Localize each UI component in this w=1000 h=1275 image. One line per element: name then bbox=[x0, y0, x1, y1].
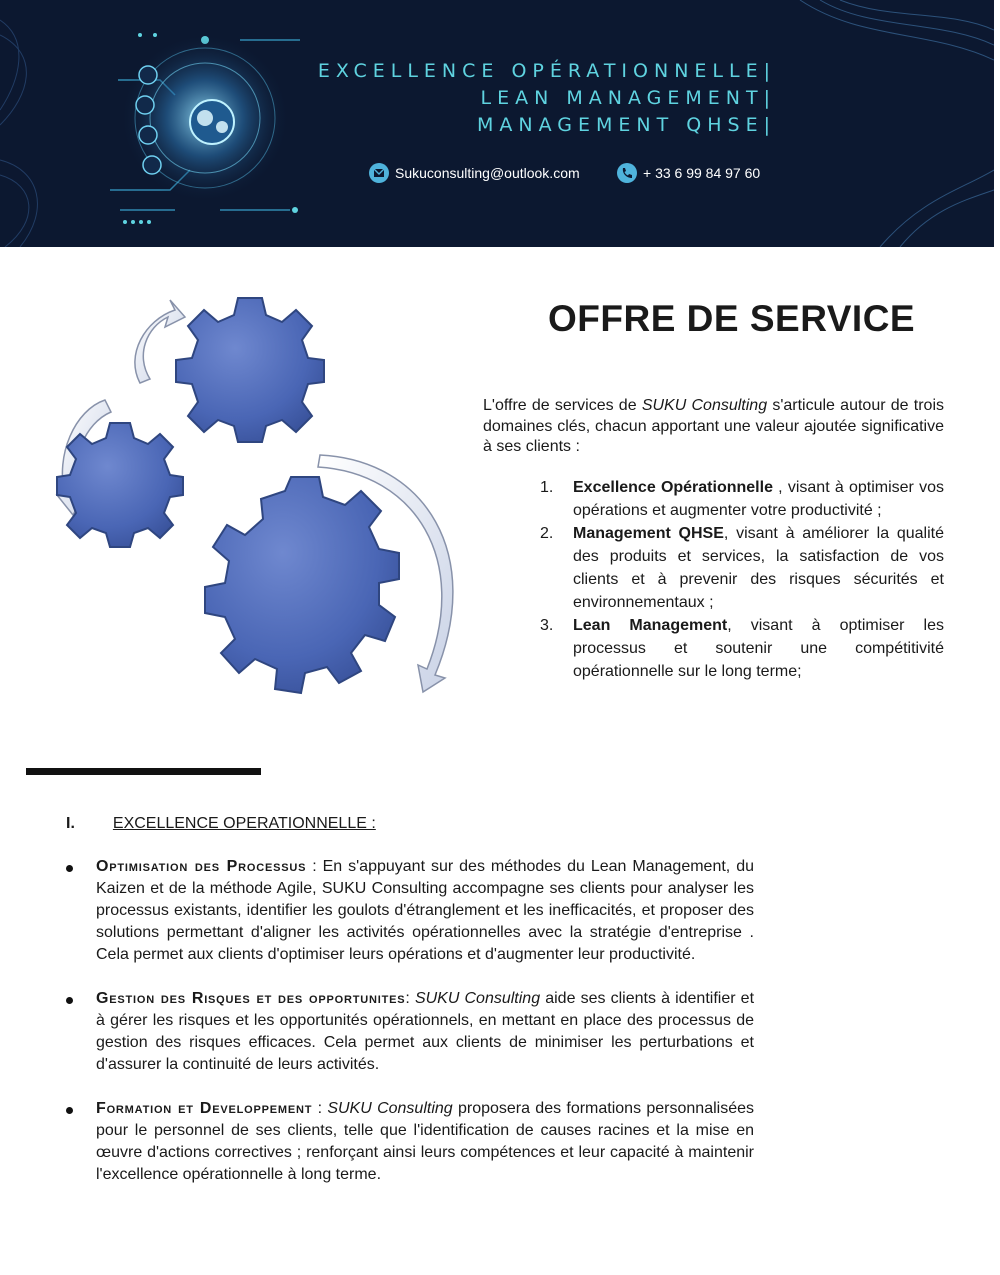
tagline-excellence: EXCELLENCE OPÉRATIONNELLE| bbox=[317, 60, 776, 82]
phone-icon bbox=[617, 163, 637, 183]
offer-item-2 bbox=[540, 522, 944, 614]
bullet-item-2 bbox=[60, 988, 754, 1076]
gear-left bbox=[57, 423, 183, 547]
bullet-sep: : bbox=[312, 1100, 328, 1117]
bullet-dot bbox=[66, 1107, 73, 1114]
phone-text: + 33 6 99 84 97 60 bbox=[643, 165, 761, 181]
page-title: OFFRE DE SERVICE bbox=[548, 298, 916, 339]
bullet-dot bbox=[66, 997, 73, 1004]
tagline-qhse: MANAGEMENT QHSE| bbox=[477, 114, 776, 136]
offer-item-3 bbox=[540, 614, 944, 683]
offer-text: , visant à optimiser les processus et soutenir une compétitivité opérationnelle sur le long terme; bbox=[573, 617, 944, 680]
bullet-item-1 bbox=[60, 856, 754, 966]
banner-edge bbox=[994, 0, 1000, 247]
bullet-heading: Formation et Developpement bbox=[96, 1100, 313, 1117]
intro-paragraph bbox=[483, 396, 944, 458]
offer-name: Lean Management bbox=[573, 617, 728, 634]
bullet-sep: : bbox=[405, 990, 415, 1007]
section-title: EXCELLENCE OPERATIONNELLE : bbox=[112, 815, 376, 832]
offer-number: 1. bbox=[540, 479, 554, 496]
bullet-italic: SUKU Consulting bbox=[414, 990, 541, 1007]
offer-text: , visant à optimiser vos opérations et augmenter votre productivité ; bbox=[573, 479, 944, 519]
tagline-lean: LEAN MANAGEMENT| bbox=[480, 87, 776, 109]
bullet-list bbox=[60, 856, 754, 1208]
intro-company: SUKU Consulting bbox=[641, 397, 768, 414]
bullet-text: aide ses clients à identifier et à gérer les risques et les opportunités opérationnels, en mettant en place des processus de gestion des risques efficaces. Cela permet aux clients de minimiser les perturbations et d'assurer la continuité de leurs activités. bbox=[96, 990, 755, 1073]
gear-big bbox=[205, 477, 399, 693]
intro-after: s'articule autour de trois domaines clés, chacun apportant une valeur ajoutée significative à ses clients : bbox=[483, 397, 945, 455]
offer-number: 2. bbox=[540, 525, 554, 542]
intro-before: L'offre de services de bbox=[483, 397, 642, 414]
contact-phone[interactable] bbox=[617, 163, 760, 183]
section-heading bbox=[66, 815, 376, 833]
bullet-sep: : bbox=[306, 858, 323, 875]
bullet-text: proposera des formations personnalisées pour le personnel de ses clients, telle que l'identification de causes racines et la mise en œuvre d'actions correctives ; renforçant ainsi leurs compétences et leur capacité à maintenir l'excellence opérationnelle à long terme. bbox=[96, 1100, 754, 1183]
bullet-dot bbox=[66, 865, 73, 872]
offer-text: , visant à améliorer la qualité des produits et services, la satisfaction de vos clients et à prevenir des risques sécurités et environnementaux ; bbox=[573, 525, 945, 611]
contact-email[interactable] bbox=[369, 163, 580, 183]
section-divider bbox=[26, 768, 261, 775]
gears-illustration bbox=[35, 295, 485, 715]
offer-name: Management QHSE bbox=[573, 525, 724, 542]
offer-item-1 bbox=[540, 476, 944, 522]
offer-number: 3. bbox=[540, 617, 554, 634]
offer-name: Excellence Opérationnelle bbox=[573, 479, 773, 496]
section-number: I. bbox=[66, 815, 75, 832]
bullet-item-3 bbox=[60, 1098, 754, 1186]
bullet-text: En s'appuyant sur des méthodes du Lean Management, du Kaizen et de la méthode Agile, SUKU Consulting accompagne ses clients pour analyser les processus existants, identifier les goulots d'étranglement et les inefficacités, et proposer des solutions permettant d'aligner les activités opérationnelles avec la stratégie d'entreprise . Cela permet aux clients d'optimiser leurs opérations et d'augmenter leur productivité. bbox=[96, 858, 754, 963]
header-banner bbox=[0, 0, 994, 247]
mail-icon bbox=[369, 163, 389, 183]
gear-top bbox=[176, 298, 324, 442]
bullet-heading: Gestion des Risques et des opportunites bbox=[96, 990, 406, 1007]
offer-list bbox=[540, 476, 944, 683]
bullet-italic: SUKU Consulting bbox=[327, 1100, 453, 1117]
bullet-heading: Optimisation des Processus bbox=[96, 858, 307, 875]
email-text: Sukuconsulting@outlook.com bbox=[395, 165, 580, 181]
